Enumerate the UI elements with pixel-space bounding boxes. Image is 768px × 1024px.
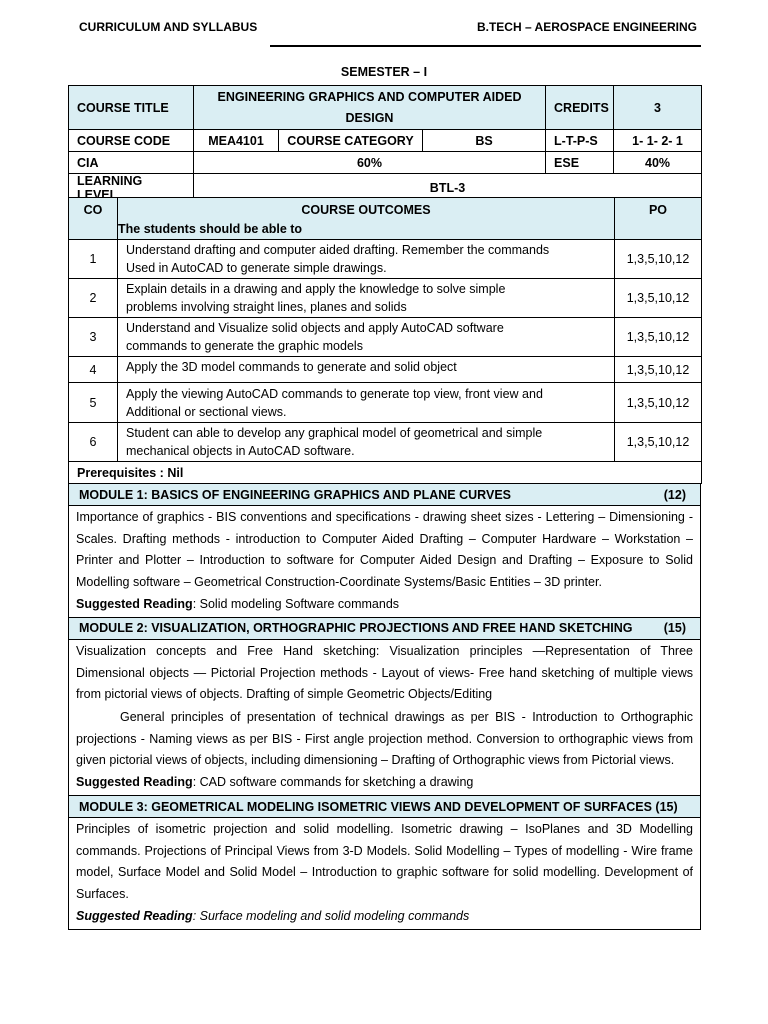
credits-label: CREDITS <box>546 86 614 130</box>
header-right: B.TECH – AEROSPACE ENGINEERING <box>476 20 697 34</box>
learning-level-value: BTL-3 <box>194 174 702 203</box>
prerequisites-row <box>69 462 702 484</box>
outcome-text <box>118 383 615 423</box>
outcome-row <box>69 240 702 279</box>
course-code-label: COURSE CODE <box>69 130 194 152</box>
outcome-row <box>69 318 702 357</box>
outcome-line1: Explain details in a drawing and apply the knowledge to solve simple <box>126 282 506 296</box>
outcome-text <box>118 240 615 279</box>
semester-title: SEMESTER – I <box>340 65 428 79</box>
course-title-line1: ENGINEERING GRAPHICS AND COMPUTER AIDED <box>217 89 522 104</box>
ltps-label: L-T-P-S <box>546 130 614 152</box>
outcome-line2: Used in AutoCAD to generate simple drawings. <box>126 261 387 275</box>
outcome-line1: Apply the viewing AutoCAD commands to generate top view, front view and <box>126 386 543 401</box>
outcome-line2: commands to generate the graphic models <box>126 339 363 353</box>
module-1-reading-label: Suggested Reading <box>76 596 193 611</box>
outcome-number: 1 <box>69 240 118 279</box>
outcome-po: 1,3,5,10,12 <box>615 383 702 423</box>
module-3-reading-text: : Surface modeling and solid modeling commands <box>192 908 470 923</box>
course-code-row <box>69 130 702 152</box>
module-2-description: Visualization concepts and Free Hand sketching: Visualization principles —Representation of Three Dimensional objects — Pictorial Projection methods - Layout of views- Free hand sketching of multiple views from pictorial views of objects. Drafting of simple Geometric Objects/Editing <box>76 643 693 702</box>
module-1-reading-text: : Solid modeling Software commands <box>192 596 400 611</box>
outcome-text <box>118 279 615 318</box>
outcome-po: 1,3,5,10,12 <box>615 240 702 279</box>
outcomes-header-row <box>69 198 702 240</box>
module-3-content <box>69 818 701 930</box>
module-3-body <box>69 818 701 930</box>
module-2-content <box>69 639 701 795</box>
outcome-po: 1,3,5,10,12 <box>615 279 702 318</box>
cia-label: CIA <box>69 152 194 174</box>
outcome-line2: mechanical objects in AutoCAD software. <box>126 444 355 458</box>
module-1-suggested-reading <box>69 594 700 617</box>
module-2-suggested-reading <box>69 772 700 795</box>
ese-label: ESE <box>546 152 614 174</box>
course-title-row <box>69 86 702 130</box>
course-title-value <box>194 86 546 130</box>
outcomes-header <box>118 198 615 240</box>
module-2-header <box>69 617 701 639</box>
header-left: CURRICULUM AND SYLLABUS <box>79 20 258 34</box>
outcomes-heading: COURSE OUTCOMES <box>301 203 431 217</box>
module-1-hours: (12) <box>663 487 686 502</box>
module-1-title-cell <box>69 484 701 506</box>
cia-row <box>69 152 702 174</box>
prerequisites: Prerequisites : Nil <box>69 462 702 484</box>
module-2-description-2: General principles of presentation of technical drawings as per BIS - Introduction to Orthographic projections - Naming views as per BIS - First angle projection method. Conversion to orthographic views from given pictorial views of objects, including dimensioning – Drafting of Orthographic views from Pictorial views. <box>76 709 693 768</box>
module-3-title-cell <box>69 796 701 818</box>
outcome-po: 1,3,5,10,12 <box>615 357 702 383</box>
module-2-reading-text: : CAD software commands for sketching a drawing <box>192 775 474 790</box>
modules-table <box>68 483 701 930</box>
module-3-header <box>69 796 701 818</box>
outcome-number: 4 <box>69 357 118 383</box>
credits-value: 3 <box>614 86 702 130</box>
outcome-row <box>69 423 702 462</box>
module-1-description: Importance of graphics - BIS conventions and specifications - drawing sheet sizes - Lettering – Dimensioning - Scales. Drafting methods - introduction to Computer Aided Drafting – Computer Hardware – Workstation – Printer and Plotter – Introduction to software for Computer Aided Design and Drafting – Exposure to Solid Modelling software – Geometrical Construction-Coordinate Systems/Basic Entities – 3D printer. <box>76 510 693 590</box>
outcomes-subheading: The students should be able to <box>118 222 303 236</box>
outcome-row <box>69 279 702 318</box>
outcome-line2: problems involving straight lines, planes and solids <box>126 300 407 314</box>
outcome-text <box>118 357 615 383</box>
outcome-line1: Understand drafting and computer aided drafting. Remember the commands <box>126 243 550 257</box>
co-header: CO <box>69 198 118 240</box>
outcome-text <box>118 318 615 357</box>
outcome-number: 2 <box>69 279 118 318</box>
module-3-suggested-reading <box>69 906 700 929</box>
outcome-line1: Apply the 3D model commands to generate and solid object <box>126 360 457 374</box>
course-title-line2: DESIGN <box>345 110 394 125</box>
course-info-table <box>68 85 702 203</box>
outcome-number: 6 <box>69 423 118 462</box>
module-1-header <box>69 484 701 506</box>
course-outcomes-table <box>68 197 702 484</box>
outcome-line1: Student can able to develop any graphical model of geometrical and simple <box>126 426 543 440</box>
course-category-value: BS <box>423 130 546 152</box>
course-code-value: MEA4101 <box>194 130 279 152</box>
outcome-po: 1,3,5,10,12 <box>615 318 702 357</box>
module-2-title: MODULE 2: VISUALIZATION, ORTHOGRAPHIC PROJECTIONS AND FREE HAND SKETCHING <box>79 621 633 636</box>
header-divider <box>270 45 701 47</box>
learning-level-label: LEARNING LEVEL <box>69 174 194 203</box>
module-3-title: MODULE 3: GEOMETRICAL MODELING ISOMETRIC VIEWS AND DEVELOPMENT OF SURFACES (15) <box>79 799 678 814</box>
course-title-label: COURSE TITLE <box>69 86 194 130</box>
outcome-po: 1,3,5,10,12 <box>615 423 702 462</box>
outcome-line2: Additional or sectional views. <box>126 404 287 419</box>
module-3-description: Principles of isometric projection and solid modelling. Isometric drawing – IsoPlanes and 3D Modelling commands. Projections of Principal Views from 3-D Models. Solid Modelling – Types of modelling - Wire frame model, Surface Model and Solid Model – Introduction to graphic software for solid modelling. Development of Surfaces. <box>76 822 693 902</box>
outcome-number: 5 <box>69 383 118 423</box>
outcome-number: 3 <box>69 318 118 357</box>
module-2-hours: (15) <box>663 621 686 636</box>
module-3-reading-label: Suggested Reading <box>76 908 193 923</box>
module-1-title: MODULE 1: BASICS OF ENGINEERING GRAPHICS AND PLANE CURVES <box>79 487 511 502</box>
module-1-content <box>69 506 701 618</box>
outcome-text <box>118 423 615 462</box>
module-2-body <box>69 639 701 795</box>
po-header: PO <box>615 198 702 240</box>
ltps-value: 1- 1- 2- 1 <box>614 130 702 152</box>
module-2-reading-label: Suggested Reading <box>76 775 193 790</box>
outcome-line1: Understand and Visualize solid objects and apply AutoCAD software <box>126 321 504 335</box>
cia-value: 60% <box>194 152 546 174</box>
outcome-row <box>69 357 702 383</box>
module-2-title-cell <box>69 617 701 639</box>
ese-value: 40% <box>614 152 702 174</box>
outcome-row <box>69 383 702 423</box>
course-category-label: COURSE CATEGORY <box>279 130 423 152</box>
module-1-body <box>69 506 701 618</box>
